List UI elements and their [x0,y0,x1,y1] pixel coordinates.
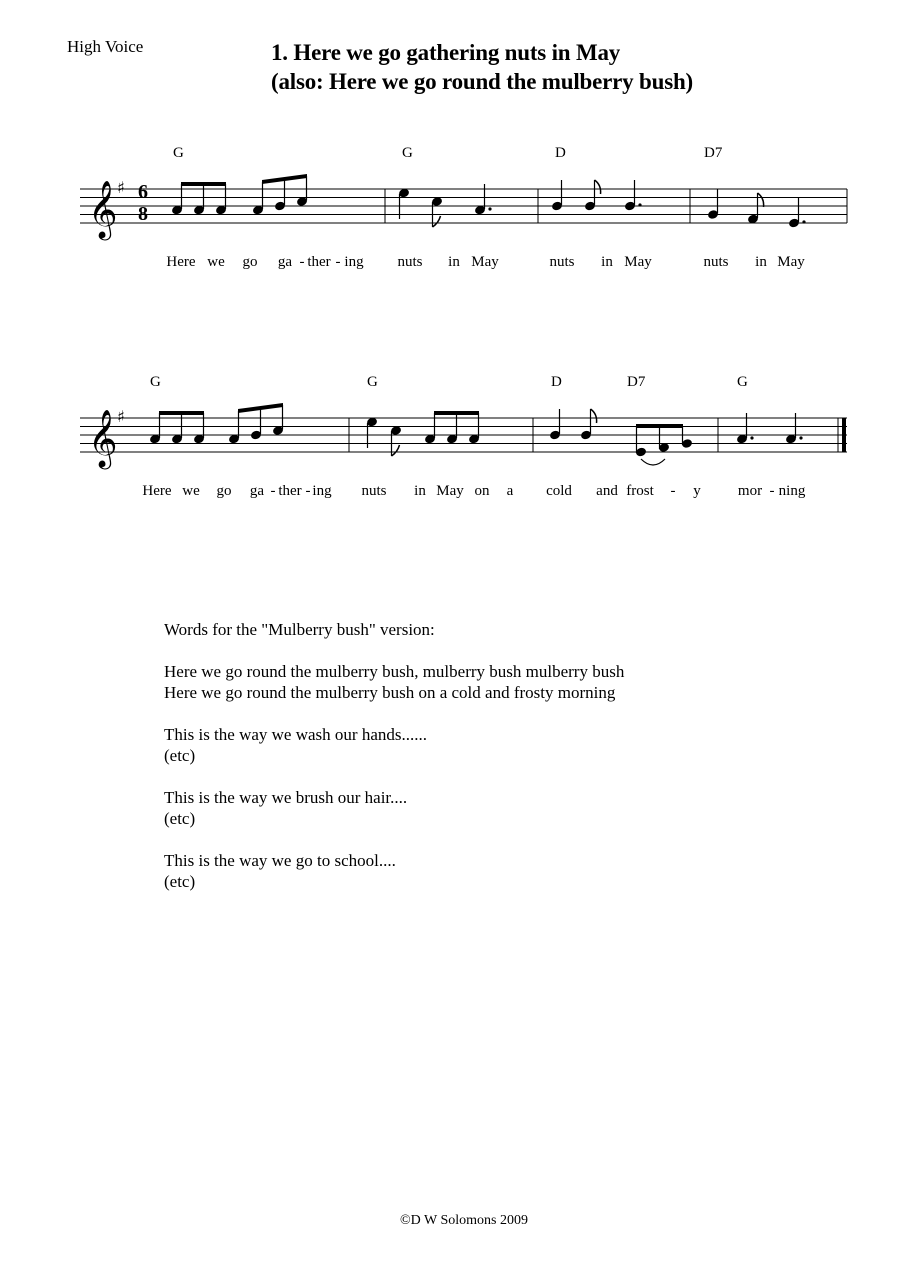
music-system-2 [0,0,900,520]
lyric-syllable: go [242,254,258,270]
voice-label: High Voice [67,37,144,56]
verse-line: (etc) [164,746,196,765]
lyric-hyphen: - [305,483,311,499]
lyric-syllable: ing [344,254,364,270]
stanza [164,850,624,892]
lyrics-2 [142,483,805,499]
chord-symbol: G [150,374,161,390]
verse-line: Here we go round the mulberry bush, mulberry bush mulberry bush [164,662,625,681]
lyric-syllable: in [414,483,426,499]
verse-line: Words for the "Mulberry bush" version: [164,620,435,639]
lyric-syllable: ga [249,483,265,499]
lyric-syllable: we [182,483,200,499]
svg-text:6: 6 [138,181,148,203]
svg-text:8: 8 [138,203,148,225]
lyric-syllable: in [755,254,767,270]
lyric-syllable: and [596,483,618,499]
verse-line: Here we go round the mulberry bush on a cold and frosty morning [164,683,616,702]
verse-line: (etc) [164,872,196,891]
lyric-syllable: May [777,254,805,270]
lyric-syllable: nuts [397,254,423,270]
stanza [164,661,624,703]
lyric-hyphen: - [670,483,676,499]
lyric-syllable: y [693,483,701,499]
key-signature-sharp-icon: ♯ [117,178,125,197]
lyric-syllable: nuts [703,254,729,270]
chord-symbol: D [555,145,566,161]
chord-symbol: G [367,374,378,390]
lyric-syllable: ther [278,483,302,499]
staff-lines [80,418,847,452]
lyric-syllable: nuts [549,254,575,270]
chord-symbol: G [402,145,413,161]
chord-symbol: D [551,374,562,390]
lyric-syllable: ning [778,483,806,499]
lyric-syllable: we [207,254,225,270]
lyric-syllable: mor [737,483,763,499]
chord-symbols-2 [150,374,748,390]
title-line-2: (also: Here we go round the mulberry bush) [271,69,693,94]
lyric-syllable: in [448,254,460,270]
lyric-syllable: frost [626,483,654,499]
chord-symbol: D7 [704,145,723,161]
lyric-syllable: in [601,254,613,270]
lyric-syllable: May [624,254,652,270]
lyric-hyphen: - [335,254,341,270]
notes-2 [149,403,803,465]
copyright-notice: ©D W Solomons 2009 [400,1213,528,1228]
chord-symbol: G [737,374,748,390]
verse-line: This is the way we brush our hair.... [164,788,408,807]
treble-clef-icon: 𝄞 [88,180,118,238]
lyric-syllable: ing [312,483,332,499]
verse-line: This is the way we wash our hands...... [164,725,427,744]
lyric-syllable: May [436,483,464,499]
verse-line: (etc) [164,809,196,828]
verse-line: This is the way we go to school.... [164,851,396,870]
lyric-syllable: Here [142,483,172,499]
key-signature-sharp-icon: ♯ [117,407,125,426]
chord-symbol: D7 [627,374,646,390]
lyric-syllable: nuts [361,483,387,499]
lyric-syllable: on [474,483,490,499]
stanza [164,787,624,829]
lyric-syllable: ga [277,254,293,270]
lyric-syllable: May [471,254,499,270]
lyric-syllable: a [506,483,514,499]
lyric-syllable: Here [166,254,196,270]
lyric-syllable: go [216,483,232,499]
lyric-syllable: cold [546,483,572,499]
title-line-1: 1. Here we go gathering nuts in May [271,40,621,65]
treble-clef-icon: 𝄞 [88,409,118,467]
verses-block [164,619,624,913]
lyric-hyphen: - [299,254,305,270]
chord-symbol: G [173,145,184,161]
lyric-syllable: ther [307,254,331,270]
verses-intro [164,619,624,640]
lyric-hyphen: - [769,483,775,499]
stanza [164,724,624,766]
lyric-hyphen: - [270,483,276,499]
